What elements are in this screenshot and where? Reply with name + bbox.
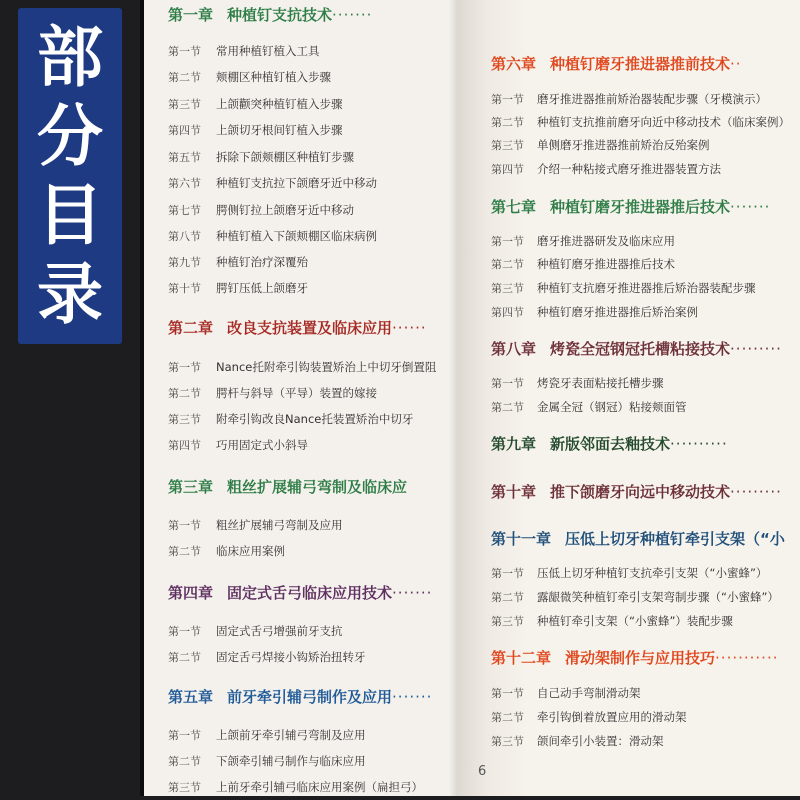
section-title: 附牵引钩改良Nance托装置矫治中切牙	[216, 412, 414, 426]
section-number: 第四节	[168, 439, 201, 452]
section-row	[491, 233, 675, 249]
chapter-title: 种植钉磨牙推进器推后技术	[550, 198, 731, 216]
section-number: 第六节	[168, 177, 201, 190]
section-title: 固定舌弓焊接小钩矫治扭转牙	[216, 650, 366, 664]
chapter-1-heading	[168, 4, 372, 25]
section-row	[491, 733, 664, 749]
chapter-title: 推下颌磨牙向远中移动技术	[550, 483, 731, 501]
chapter-6-heading	[491, 53, 742, 74]
section-number: 第四节	[168, 124, 201, 137]
section-number: 第十节	[168, 282, 201, 295]
chapter-number: 第六章	[491, 55, 537, 73]
section-title: 粗丝扩展辅弓弯制及应用	[216, 518, 343, 532]
section-number: 第八节	[168, 230, 201, 243]
page-number: 6	[478, 764, 487, 779]
chapter-title: 固定式舌弓临床应用技术	[227, 584, 393, 602]
section-number: 第一节	[168, 625, 201, 638]
chapter-number: 第一章	[168, 6, 214, 24]
chapter-number: 第三章	[168, 478, 214, 496]
leader-dots: ···········	[715, 649, 779, 667]
section-row	[168, 649, 366, 665]
section-number: 第四节	[491, 306, 524, 319]
section-number: 第二节	[168, 71, 201, 84]
section-number: 第三节	[491, 735, 524, 748]
section-row	[168, 43, 320, 59]
section-title: 牵引钩倒着放置应用的滑动架	[537, 710, 687, 724]
section-row	[491, 709, 687, 725]
section-title: 固定式舌弓增强前牙支抗	[216, 624, 343, 638]
section-row	[491, 399, 687, 415]
section-number: 第三节	[491, 615, 524, 628]
chapter-title: 粗丝扩展辅弓弯制及临床应	[227, 478, 408, 496]
chapter-title: 改良支抗装置及临床应用	[227, 319, 393, 337]
section-number: 第三节	[168, 413, 201, 426]
chapter-7-heading	[491, 196, 770, 217]
section-title: 临床应用案例	[216, 544, 285, 558]
section-row	[168, 228, 377, 244]
section-number: 第九节	[168, 256, 201, 269]
leader-dots: ··········	[670, 435, 728, 453]
section-number: 第三节	[491, 282, 524, 295]
section-title: 颊棚区种植钉植入步骤	[216, 70, 331, 84]
section-row	[491, 280, 756, 296]
banner-char: 录	[37, 255, 103, 333]
leader-dots: ··	[730, 55, 742, 73]
chapter-11-heading	[491, 528, 785, 549]
section-number: 第七节	[168, 204, 201, 217]
section-number: 第一节	[491, 235, 524, 248]
chapter-9-heading	[491, 433, 728, 454]
section-row	[168, 411, 413, 427]
chapter-number: 第十二章	[491, 649, 552, 667]
section-title: 种植钉磨牙推进器推后技术	[537, 257, 675, 271]
section-row	[168, 254, 308, 270]
section-number: 第二节	[168, 387, 201, 400]
section-number: 第二节	[491, 711, 524, 724]
section-row	[168, 359, 436, 375]
section-title: 烤瓷牙表面粘接托槽步骤	[537, 376, 664, 390]
section-row	[168, 69, 331, 85]
section-number: 第一节	[491, 567, 524, 580]
section-row	[491, 589, 779, 605]
section-number: 第二节	[491, 258, 524, 271]
leader-dots: ·········	[730, 340, 782, 358]
section-row	[491, 137, 710, 153]
section-row	[491, 565, 767, 581]
chapter-number: 第五章	[168, 688, 214, 706]
section-number: 第三节	[168, 98, 201, 111]
section-title: 上颌颧突种植钉植入步骤	[216, 97, 343, 111]
section-title: 拆除下颌颊棚区种植钉步骤	[216, 150, 354, 164]
leader-dots: ·······	[332, 6, 373, 24]
section-row	[491, 114, 790, 130]
section-title: 种植钉支抗推前磨牙向近中移动技术（临床案例）	[537, 115, 790, 129]
chapter-title: 新版邻面去釉技术	[550, 435, 671, 453]
section-title: 种植钉磨牙推进器推后矫治案例	[537, 305, 698, 319]
section-row	[168, 623, 343, 639]
section-number: 第一节	[168, 361, 201, 374]
section-title: 种植钉植入下颌颊棚区临床病例	[216, 229, 377, 243]
section-title: 压低上切牙种植钉支抗牵引支架（“小蜜蜂”）	[537, 566, 768, 580]
section-title: 上颌前牙牵引辅弓弯制及应用	[216, 728, 366, 742]
banner	[18, 8, 122, 344]
section-row	[168, 437, 308, 453]
section-number: 第一节	[491, 377, 524, 390]
section-number: 第一节	[491, 93, 524, 106]
section-title: 颌间牵引小装置：滑动架	[537, 734, 664, 748]
chapter-number: 第八章	[491, 340, 537, 358]
section-number: 第一节	[168, 729, 201, 742]
chapter-2-heading	[168, 317, 427, 338]
chapter-number: 第二章	[168, 319, 214, 337]
leader-dots: ·······	[392, 584, 433, 602]
chapter-number: 第九章	[491, 435, 537, 453]
chapter-title: 压低上切牙种植钉牵引支架（“小	[565, 530, 785, 548]
section-row	[168, 149, 354, 165]
section-number: 第五节	[168, 151, 201, 164]
section-title: 磨牙推进器推前矫治器装配步骤（牙模演示）	[537, 92, 767, 106]
section-number: 第二节	[491, 116, 524, 129]
section-title: 磨牙推进器研发及临床应用	[537, 234, 675, 248]
chapter-number: 第十一章	[491, 530, 552, 548]
chapter-number: 第七章	[491, 198, 537, 216]
section-row	[168, 202, 354, 218]
section-row	[491, 685, 641, 701]
chapter-3-heading	[168, 476, 407, 497]
banner-char: 部	[37, 18, 103, 96]
section-title: 种植钉支抗拉下颌磨牙近中移动	[216, 176, 377, 190]
section-title: 种植钉牵引支架（“小蜜蜂”）装配步骤	[537, 614, 733, 628]
section-title: 露龈微笑种植钉牵引支架弯制步骤（“小蜜蜂”）	[537, 590, 779, 604]
banner-char: 分	[37, 97, 103, 175]
section-number: 第二节	[168, 651, 201, 664]
section-row	[168, 753, 366, 769]
section-row	[168, 122, 343, 138]
section-title: 下颌牵引辅弓制作与临床应用	[216, 754, 366, 768]
right-page	[457, 0, 800, 796]
section-row	[491, 375, 664, 391]
section-number: 第二节	[168, 755, 201, 768]
chapter-title: 前牙牵引辅弓制作及应用	[227, 688, 393, 706]
section-title: 常用种植钉植入工具	[216, 44, 320, 58]
chapter-number: 第四章	[168, 584, 214, 602]
section-title: 种植钉治疗深覆殆	[216, 255, 308, 269]
chapter-number: 第十章	[491, 483, 537, 501]
section-title: 腭杆与斜导（平导）装置的嫁接	[216, 386, 377, 400]
leader-dots: ·······	[730, 198, 771, 216]
chapter-4-heading	[168, 582, 432, 603]
section-row	[491, 161, 721, 177]
chapter-10-heading	[491, 481, 782, 502]
chapter-title: 烤瓷全冠钢冠托槽粘接技术	[550, 340, 731, 358]
section-title: 上前牙牵引辅弓临床应用案例（扁担弓）	[216, 780, 423, 794]
section-title: 腭钉压低上颌磨牙	[216, 281, 308, 295]
leader-dots: ·········	[730, 483, 782, 501]
banner-char: 目	[37, 176, 103, 254]
section-row	[168, 385, 377, 401]
chapter-title: 滑动架制作与应用技巧	[565, 649, 716, 667]
section-title: 单侧磨牙推进器推前矫治反殆案例	[537, 138, 710, 152]
section-row	[168, 96, 343, 112]
left-page	[140, 0, 461, 796]
section-number: 第一节	[168, 45, 201, 58]
section-number: 第一节	[491, 687, 524, 700]
section-row	[168, 543, 285, 559]
section-row	[168, 779, 423, 795]
section-row	[491, 304, 698, 320]
leader-dots: ·······	[392, 688, 433, 706]
section-number: 第三节	[491, 139, 524, 152]
chapter-title: 种植钉磨牙推进器推前技术	[550, 55, 731, 73]
chapter-5-heading	[168, 686, 432, 707]
section-title: 介绍一种粘接式磨牙推进器装置方法	[537, 162, 721, 176]
leader-dots: ······	[392, 319, 427, 337]
section-number: 第三节	[168, 781, 201, 794]
section-number: 第四节	[491, 163, 524, 176]
section-row	[491, 613, 733, 629]
section-title: 上颌切牙根间钉植入步骤	[216, 123, 343, 137]
section-title: 种植钉支抗磨牙推进器推后矫治器装配步骤	[537, 281, 756, 295]
section-title: Nance托附牵引钩装置矫治上中切牙倒置阻	[216, 360, 437, 374]
section-row	[168, 727, 366, 743]
section-number: 第二节	[168, 545, 201, 558]
section-title: 自己动手弯制滑动架	[537, 686, 641, 700]
section-row	[168, 175, 377, 191]
section-row	[491, 91, 767, 107]
section-row	[168, 517, 343, 533]
section-title: 金属全冠（钢冠）粘接颊面管	[537, 400, 687, 414]
section-title: 巧用固定式小斜导	[216, 438, 308, 452]
section-number: 第二节	[491, 401, 524, 414]
chapter-8-heading	[491, 338, 782, 359]
section-row	[168, 280, 308, 296]
section-title: 腭侧钉拉上颌磨牙近中移动	[216, 203, 354, 217]
section-number: 第一节	[168, 519, 201, 532]
section-number: 第二节	[491, 591, 524, 604]
section-row	[491, 256, 675, 272]
chapter-title: 种植钉支抗技术	[227, 6, 333, 24]
chapter-12-heading	[491, 647, 778, 668]
